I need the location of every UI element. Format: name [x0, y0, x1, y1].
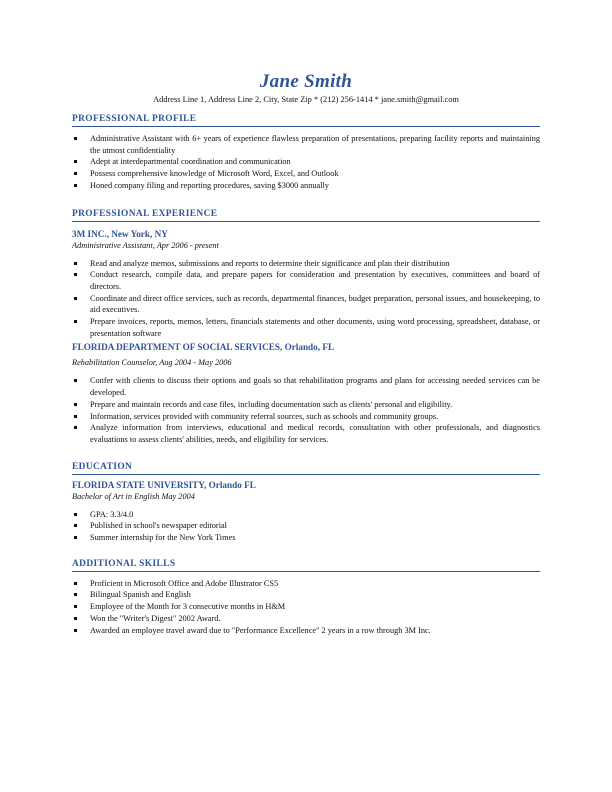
job-role: Rehabilitation Counselor, Aug 2004 - May 2006 [72, 358, 232, 368]
list-item-text: Analyze information from interviews, educational and medical records, consultation with other professionals, and diagnostics evaluations to assess clients' abilities, needs, and eligibility for services. [90, 423, 540, 444]
list-item-text: Possess comprehensive knowledge of Microsoft Word, Excel, and Outlook [90, 169, 339, 179]
list-item-text: Summer internship for the New York Times [90, 533, 236, 543]
list-item-text: Proficient in Microsoft Office and Adobe Illustrator CS5 [90, 578, 279, 588]
bullet-icon [74, 273, 77, 276]
degree: Bachelor of Art in English May 2004 [72, 491, 195, 501]
list-item [72, 601, 540, 613]
section-title-experience: PROFESSIONAL EXPERIENCE [72, 208, 540, 222]
list-item-text: Information, services provided with community referral sources, such as schools and community groups. [90, 411, 439, 421]
list-item [72, 293, 540, 316]
section-title-education: EDUCATION [72, 461, 540, 475]
list-item [72, 269, 540, 292]
list-item-text: Read and analyze memos, submissions and reports to determine their significance and plan their distribution [90, 258, 450, 268]
job-role: Administrative Assistant, Apr 2006 - present [72, 240, 219, 250]
list-item [72, 399, 540, 411]
list-item [72, 156, 540, 168]
list-item [72, 532, 540, 544]
list-item [72, 613, 540, 625]
list-item-text: Administrative Assistant with 6+ years of experience flawless preparation of presentations, preparing facility reports and maintaining the utmost confidentiality [90, 134, 540, 155]
list-item-text: Coordinate and direct office services, such as records, departmental finances, budget preparation, personal issues, and housekeeping, to aid executives. [90, 293, 540, 315]
bullet-icon [74, 403, 77, 406]
bullet-icon [74, 415, 77, 418]
bullet-icon [74, 605, 77, 608]
bullet-icon [74, 160, 77, 163]
list-item [72, 509, 540, 521]
list-item [72, 258, 540, 270]
resume-content [72, 70, 540, 636]
list-item-text: Prepare invoices, reports, memos, letters, financials statements and other documents, using word processing, spreadsheet, database, or presentation software [90, 317, 540, 338]
bullet-icon [74, 379, 77, 382]
job-duties-list [72, 258, 540, 340]
list-item [72, 316, 540, 339]
bullet-icon [74, 137, 77, 140]
bullet-icon [74, 297, 77, 300]
bullet-icon [74, 617, 77, 620]
education-list [72, 509, 540, 544]
bullet-icon [74, 172, 77, 175]
list-item [72, 578, 540, 590]
bullet-icon [74, 320, 77, 323]
bullet-icon [74, 184, 77, 187]
list-item-text: Published in school's newspaper editorial [90, 521, 227, 531]
list-item-text: Bilingual Spanish and English [90, 590, 191, 600]
list-item-text: Honed company filing and reporting procedures, saving $3000 annually [90, 180, 329, 190]
list-item [72, 180, 540, 192]
list-item [72, 168, 540, 180]
bullet-icon [74, 593, 77, 596]
employer-name: 3M INC., New York, NY [72, 228, 168, 239]
job-duties-list [72, 375, 540, 445]
profile-list [72, 133, 540, 192]
list-item-text: Conduct research, compile data, and prepare papers for consideration and presentation by executives, committees and board of directors. [90, 270, 540, 291]
list-item-text: Adept at interdepartmental coordination and communication [90, 157, 291, 167]
list-item-text: Confer with clients to discuss their options and goals so that rehabilitation programs and plans for accessing needed services can be developed. [90, 376, 540, 398]
list-item [72, 422, 540, 445]
candidate-name: Jane Smith [259, 71, 353, 92]
list-item-text: Awarded an employee travel award due to "Performance Excellence" 2 years in a row through 3M Inc. [90, 625, 431, 635]
list-item-text: GPA: 3.3/4.0 [90, 509, 134, 519]
employer-name: FLORIDA DEPARTMENT OF SOCIAL SERVICES, Orlando, FL [72, 342, 335, 353]
section-title-skills: ADDITIONAL SKILLS [72, 558, 540, 572]
list-item [72, 411, 540, 423]
list-item [72, 375, 540, 398]
bullet-icon [74, 426, 77, 429]
bullet-icon [74, 524, 77, 527]
section-title-profile: PROFESSIONAL PROFILE [72, 113, 540, 127]
skills-list [72, 578, 540, 637]
contact-line: Address Line 1, Address Line 2, City, State Zip * (212) 256-1414 * jane.smith@gmail.com [153, 95, 459, 104]
list-item-text: Prepare and maintain records and case files, including documentation such as clients' personal and eligibility. [90, 399, 453, 409]
bullet-icon [74, 582, 77, 585]
bullet-icon [74, 513, 77, 516]
school-name: FLORIDA STATE UNIVERSITY, Orlando FL [72, 479, 256, 490]
bullet-icon [74, 536, 77, 539]
list-item [72, 625, 540, 637]
list-item-text: Won the "Writer's Digest" 2002 Award. [90, 613, 221, 623]
list-item [72, 589, 540, 601]
list-item-text: Employee of the Month for 3 consecutive months in H&M [90, 602, 286, 612]
list-item [72, 520, 540, 532]
bullet-icon [74, 262, 77, 265]
bullet-icon [74, 629, 77, 632]
list-item [72, 133, 540, 156]
